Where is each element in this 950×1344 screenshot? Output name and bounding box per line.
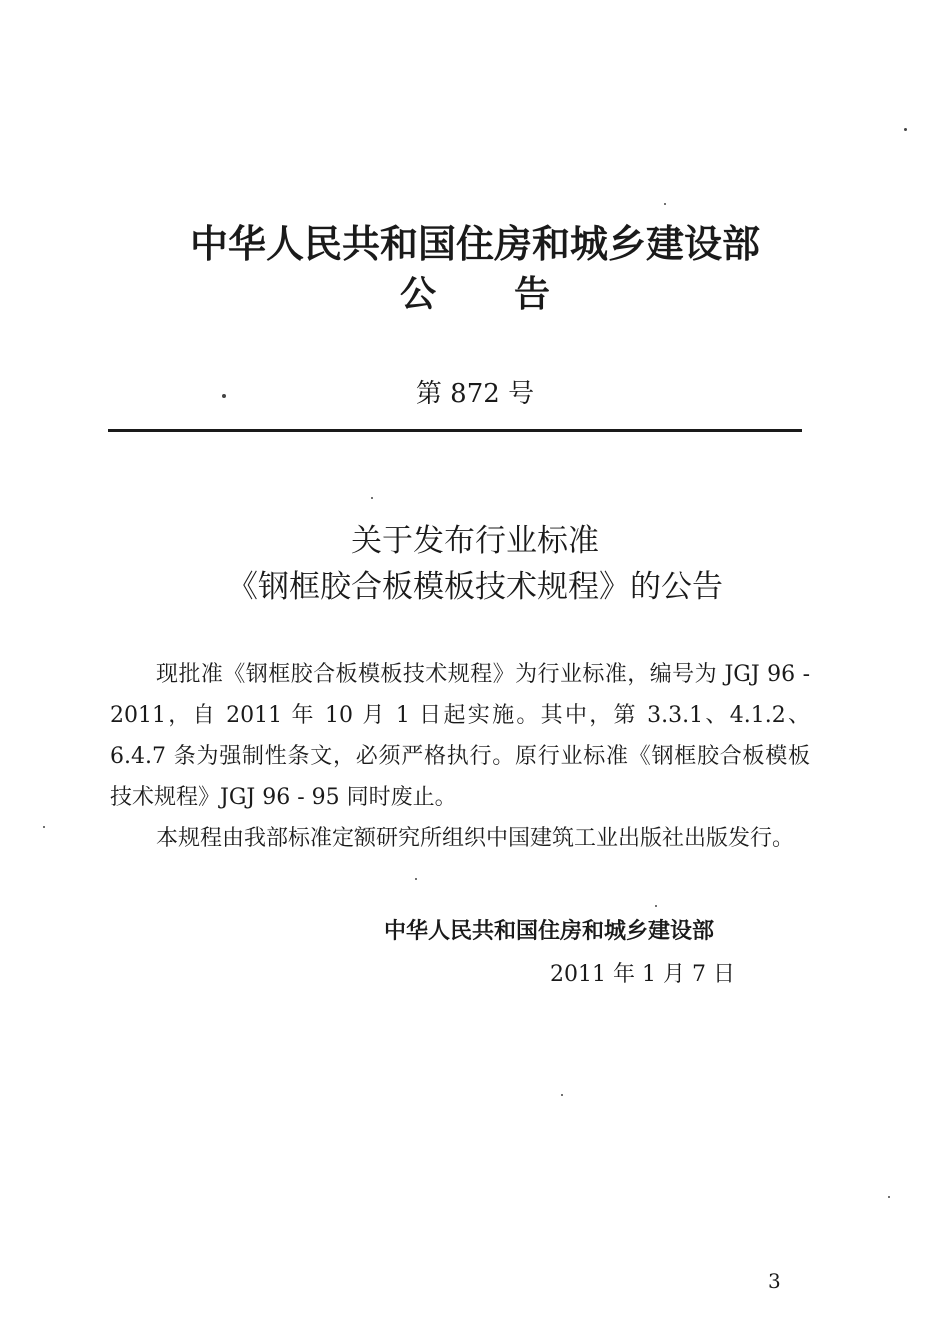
page-number: 3 [768, 1269, 781, 1293]
subject-line-1: 关于发布行业标准 [351, 523, 599, 559]
subject-line-2: 《钢框胶合板模板技术规程》的公告 [227, 569, 723, 605]
signature-date: 2011 年 1 月 7 日 [550, 962, 735, 987]
header-divider [108, 429, 802, 432]
scan-speck [371, 497, 373, 499]
scan-speck [888, 1196, 890, 1198]
scan-speck [43, 826, 45, 828]
signature-issuer: 中华人民共和国住房和城乡建设部 [384, 919, 715, 944]
issuer-title: 中华人民共和国住房和城乡建设部 [189, 222, 760, 266]
scan-speck [561, 1094, 563, 1096]
scan-speck [222, 394, 226, 398]
body-paragraph-1: 现批准《钢框胶合板模板技术规程》为行业标准，编号为 JGJ 96 - 2011，自 2011 年 10 月 1 日起实施。其中，第 3.3.1、4.1.2、6.4.7 条为强制性条文，必须严格执行。原行业标准《钢框胶合板模板技术规程》JGJ 96 - 95 同时废止。 [110, 662, 810, 810]
scan-speck [664, 203, 666, 205]
body-paragraph-2: 本规程由我部标准定额研究所组织中国建筑工业出版社出版发行。 [156, 826, 795, 851]
document-type: 公告 [399, 274, 628, 315]
announcement-body [110, 654, 810, 859]
document-number: 第 872 号 [415, 379, 535, 409]
scan-speck [904, 128, 907, 131]
announcement-subject [0, 518, 950, 610]
scan-speck [655, 905, 657, 907]
scan-speck [415, 878, 417, 880]
